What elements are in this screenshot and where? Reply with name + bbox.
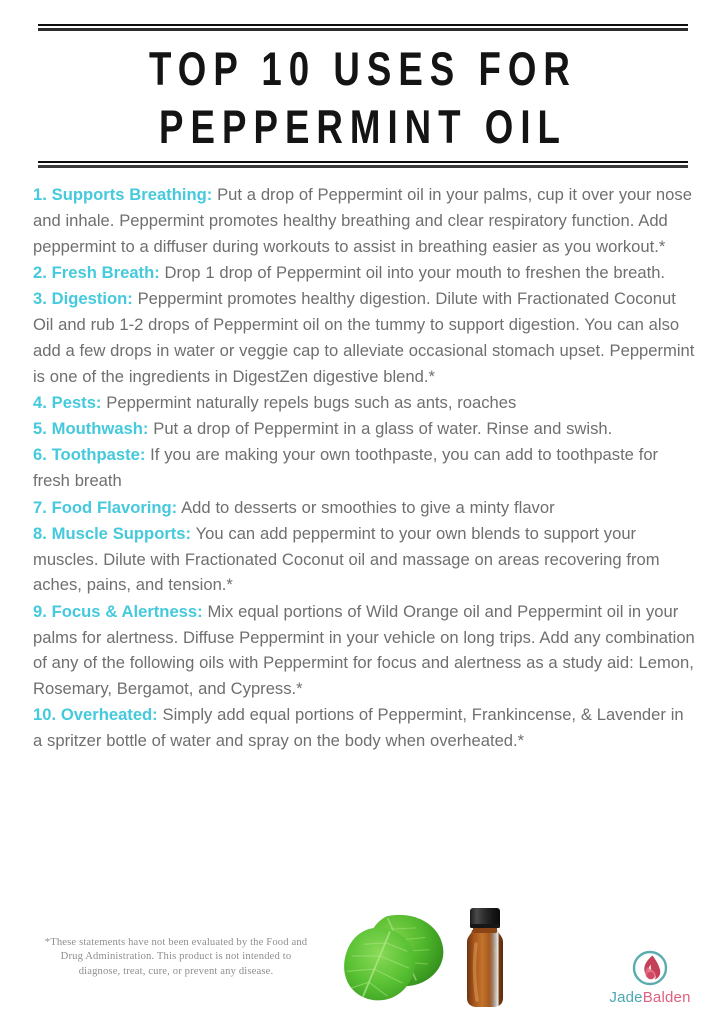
tip-text: Peppermint promotes healthy digestion. Dilute with Fractionated Coconut Oil and rub 1-2 drops of Peppermint oil on the tummy to support digestion. You can also add a few drops in water or veggie cap to alleviate occasional stomach upset. Peppermint is one of the ingredients in DigestZen digestive blend.* (33, 289, 695, 386)
flame-droplet-circle-icon (630, 948, 670, 988)
header-bottom-rule (38, 161, 688, 168)
logo-name-last: Balden (642, 989, 691, 1006)
brand-logo[interactable] (598, 948, 702, 1010)
list-item (33, 702, 695, 754)
logo-name-first: Jade (609, 989, 643, 1006)
list-item (33, 521, 695, 598)
tip-text: Peppermint naturally repels bugs such as ants, roaches (101, 392, 517, 412)
list-item (33, 416, 695, 442)
list-item (33, 286, 695, 389)
tip-label: 1. Supports Breathing: (33, 185, 213, 204)
tip-label: 9. Focus & Alertness: (33, 601, 203, 621)
tip-label: 5. Mouthwash: (33, 419, 149, 439)
tip-label: 3. Digestion: (33, 289, 133, 309)
tip-label: 2. Fresh Breath: (33, 262, 160, 282)
fda-disclaimer: *These statements have not been evaluated by the Food and Drug Administration. This product is not intended to diagnose, treat, cure, or prevent any disease. (44, 937, 308, 977)
logo-wordmark (598, 989, 702, 1006)
list-item (33, 599, 695, 702)
list-item (33, 442, 695, 494)
tip-text: Drop 1 drop of Peppermint oil into your mouth to freshen the breath. (159, 262, 666, 282)
list-item (33, 495, 695, 521)
tip-text: Add to desserts or smoothies to give a minty flavor (177, 497, 555, 517)
page-title (38, 31, 688, 161)
tip-text: If you are making your own toothpaste, you can add to toothpaste for fresh breath (33, 445, 659, 491)
list-item (33, 390, 695, 416)
tip-label: 8. Muscle Supports: (33, 523, 192, 543)
tip-text: You can add peppermint to your own blends to support your muscles. Dilute with Fractionated Coconut oil and massage on areas recovering from aches, pains, and tension.* (33, 523, 660, 595)
tip-label: 7. Food Flavoring: (33, 497, 178, 517)
title-line-1: TOP 10 USES FOR (149, 42, 577, 95)
product-artwork (336, 900, 526, 1012)
tip-text: Put a drop of Peppermint in a glass of water. Rinse and swish. (148, 419, 613, 439)
tip-label: 10. Overheated: (33, 705, 158, 725)
tip-label: 6. Toothpaste: (33, 445, 146, 465)
header (38, 24, 688, 168)
peppermint-leaves-icon (336, 902, 448, 1010)
tip-label: 4. Pests: (33, 392, 102, 412)
title-line-2: PEPPERMINT OIL (159, 100, 567, 153)
list-item (33, 182, 695, 259)
tip-text: Simply add equal portions of Peppermint, Frankincense, & Lavender in a spritzer bottle of water and spray on the body when overheated.* (33, 705, 684, 751)
oil-bottle-icon (454, 904, 516, 1010)
header-top-rule (38, 24, 688, 31)
list-item (33, 260, 695, 286)
tip-text: Mix equal portions of Wild Orange oil and Peppermint oil in your palms for alertness. Diffuse Peppermint in your vehicle on long trips. Add any combination of any of the following oils with Peppermint for focus and alertness as a study aid: Lemon, Rosemary, Bergamot, and Cypress.* (33, 601, 695, 699)
tip-text: Put a drop of Peppermint oil in your palms, cup it over your nose and inhale. Peppermint promotes healthy breathing and clear respiratory function. Add peppermint to a diffuser during workouts to assist in breathing easier as you workout.* (33, 185, 692, 256)
tips-list (33, 182, 695, 755)
